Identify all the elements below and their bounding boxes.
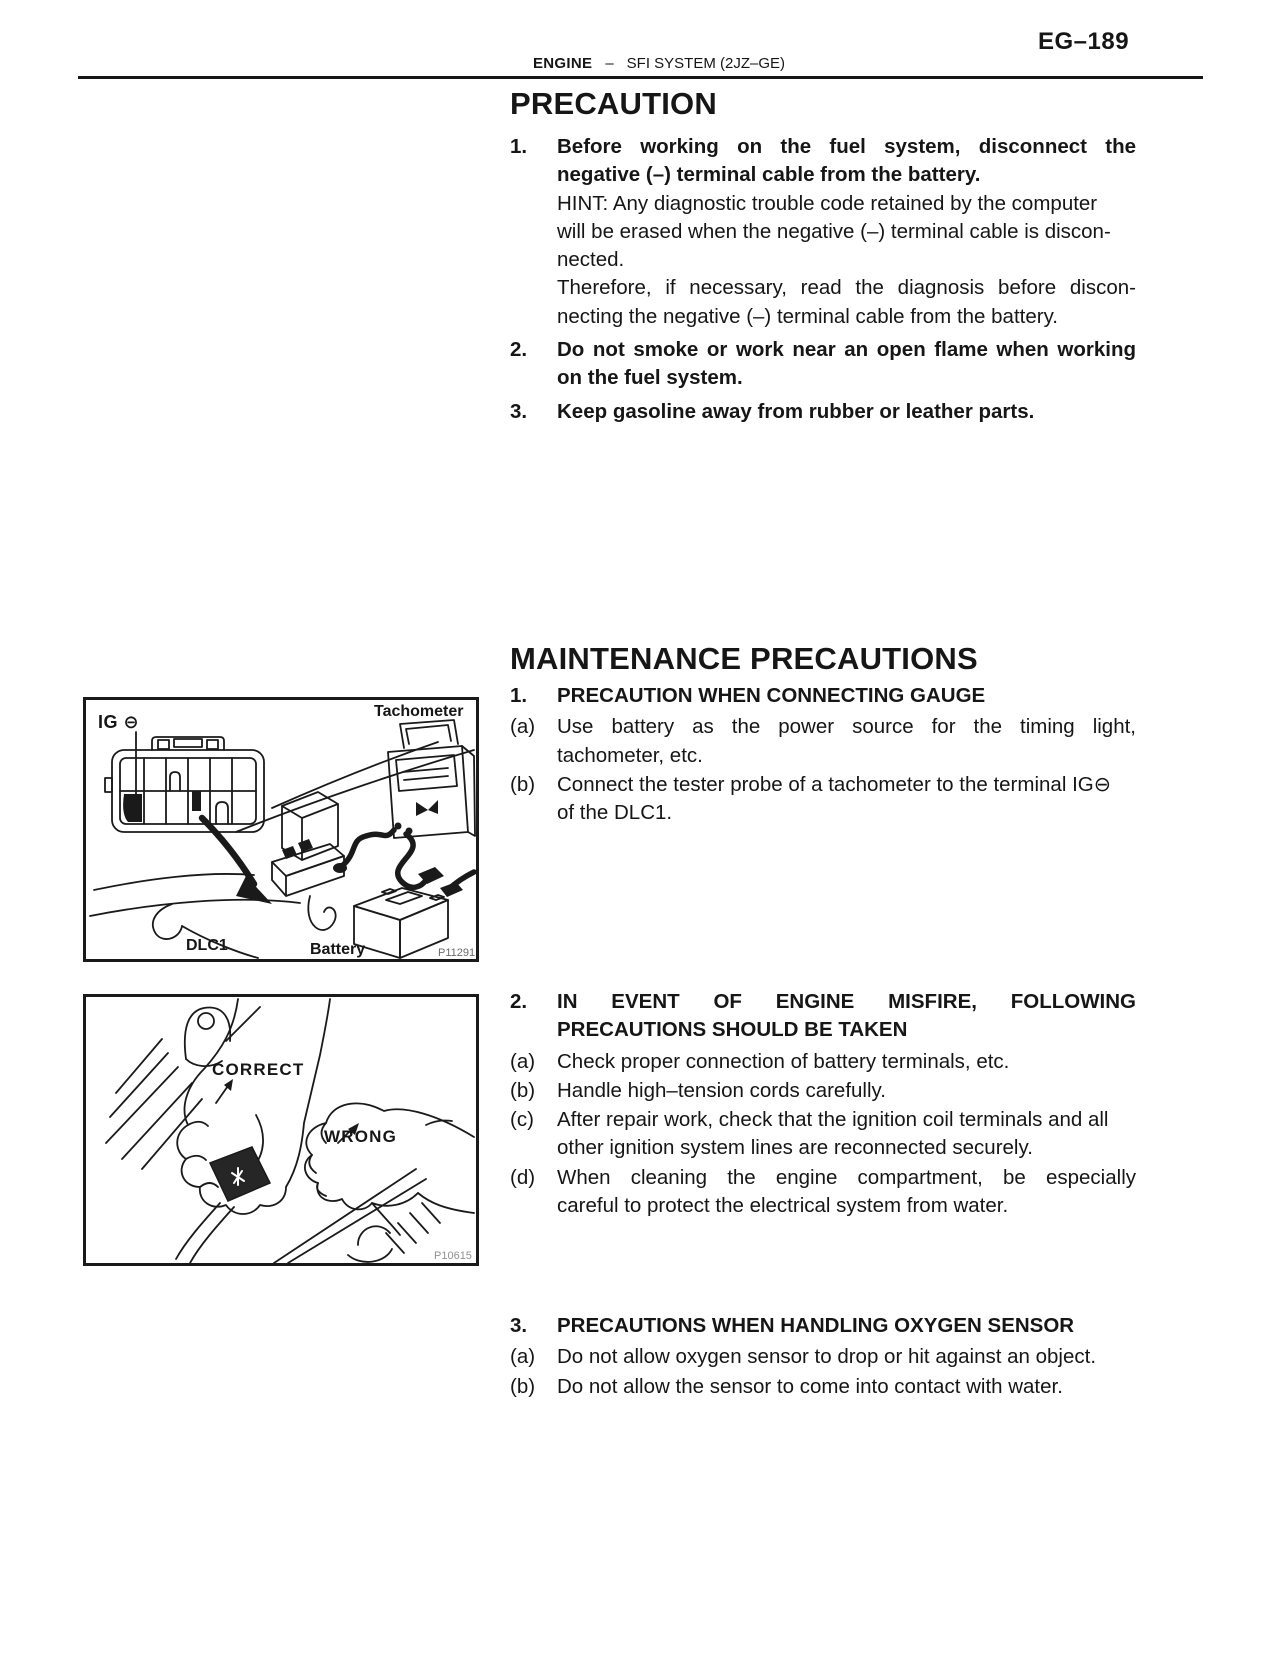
item-note-text: Therefore, if necessary, read the diagnosis before discon- necting the negative (–) terminal cable from the battery. [557, 276, 1136, 328]
item-number: 3. [510, 1314, 528, 1337]
sub-item-a [510, 1048, 1136, 1076]
pulled-wire-drawing [274, 1169, 426, 1263]
item-number: 1. [510, 684, 528, 707]
maintenance-heading-3 [510, 1312, 1136, 1340]
sub-text: Check proper connection of battery terminals, etc. [557, 1049, 1010, 1073]
item-heading-text: PRECAUTIONS WHEN HANDLING OXYGEN SENSOR [557, 1314, 1075, 1337]
ig-terminal-label: IG ⊖ [98, 712, 140, 732]
sub-text: Do not allow oxygen sensor to drop or hit against an object. [557, 1345, 1097, 1369]
dlc1-label: DLC1 [186, 937, 228, 954]
sub-label: (c) [510, 1108, 534, 1132]
sub-label: (a) [510, 715, 536, 739]
maintenance-heading-2 [510, 988, 1136, 1045]
sub-label: (a) [510, 1345, 536, 1369]
sub-text: After repair work, check that the ignition coil terminals and all other ignition system lines are reconnected securely. [557, 1108, 1109, 1160]
maintenance-item-1 [510, 682, 1136, 827]
sub-item-c [510, 1106, 1136, 1163]
correct-label: CORRECT [212, 1060, 305, 1079]
sub-label: (a) [510, 1049, 536, 1073]
item-bold-text: Do not smoke or work near an open flame when working on the fuel system. [557, 338, 1136, 390]
running-header-separator: – [605, 55, 614, 72]
sub-label: (b) [510, 1374, 536, 1398]
battery-drawing [354, 888, 448, 958]
tachometer-label: Tachometer [374, 703, 464, 720]
figure2-code: P10615 [434, 1250, 472, 1262]
sub-item-a [510, 713, 1136, 770]
item-bold-text: Before working on the fuel system, disconnect the negative (–) terminal cable from the battery. [557, 135, 1136, 187]
sub-text: When cleaning the engine compartment, be especially careful to protect the electrical system from water. [557, 1165, 1136, 1218]
sub-label: (b) [510, 1078, 536, 1102]
running-header-system: SFI SYSTEM (2JZ–GE) [626, 55, 786, 72]
battery-label: Battery [310, 941, 366, 958]
precaution-list [510, 133, 1136, 426]
precaution-item-2 [510, 336, 1136, 393]
precaution-item-3 [510, 398, 1136, 426]
sub-item-b [510, 1077, 1136, 1105]
sub-text: Connect the tester probe of a tachometer to the terminal IG⊖ of the DLC1. [557, 772, 1111, 825]
item-hint-text: HINT: Any diagnostic trouble code retained by the computer will be erased when the negative (–) terminal cable is discon- nected. [557, 191, 1111, 272]
tachometer-drawing [388, 720, 475, 838]
item-number: 2. [510, 990, 528, 1013]
sub-text: Use battery as the power source for the timing light, tachometer, etc. [557, 715, 1136, 767]
running-header [533, 55, 785, 72]
maintenance-heading-1 [510, 682, 1136, 710]
maintenance-title: MAINTENANCE PRECAUTIONS [510, 641, 978, 676]
sub-item-b [510, 771, 1136, 828]
precaution-item-1 [510, 133, 1136, 331]
sub-item-a [510, 1343, 1136, 1371]
running-header-section: ENGINE [533, 55, 593, 72]
sub-label: (d) [510, 1165, 536, 1189]
engine-bracket-drawing [185, 1008, 230, 1067]
dlc1-connector-drawing [105, 732, 264, 832]
sub-label: (b) [510, 772, 536, 796]
item-number: 1. [510, 135, 528, 158]
maintenance-item-2 [510, 988, 1136, 1220]
item-number: 2. [510, 338, 528, 362]
sub-text: Do not allow the sensor to come into contact with water. [557, 1374, 1063, 1398]
item-body [557, 133, 1136, 331]
item-heading-text: IN EVENT OF ENGINE MISFIRE, FOLLOWING PRECAUTIONS SHOULD BE TAKEN [557, 990, 1136, 1042]
wrong-hand-drawing [305, 1103, 474, 1213]
sub-item-d [510, 1164, 1136, 1221]
in-car-connector-drawing [272, 792, 344, 930]
cord-handling-illustration [86, 997, 476, 1263]
sub-text: Handle high–tension cords carefully. [557, 1078, 886, 1102]
header-rule [78, 76, 1203, 79]
gauge-connection-illustration [86, 700, 476, 959]
item-number: 3. [510, 399, 528, 423]
figure-gauge-connection [83, 697, 479, 962]
precaution-title: PRECAUTION [510, 86, 717, 121]
page-number: EG–189 [1038, 28, 1130, 55]
figure-cord-handling [83, 994, 479, 1266]
item-heading-text: PRECAUTION WHEN CONNECTING GAUGE [557, 684, 986, 707]
maintenance-item-3 [510, 1312, 1136, 1401]
item-bold-text: Keep gasoline away from rubber or leather parts. [557, 399, 1035, 423]
figure1-code: P11291 [438, 947, 476, 959]
wrong-label: WRONG [324, 1127, 398, 1146]
sub-item-b [510, 1373, 1136, 1401]
